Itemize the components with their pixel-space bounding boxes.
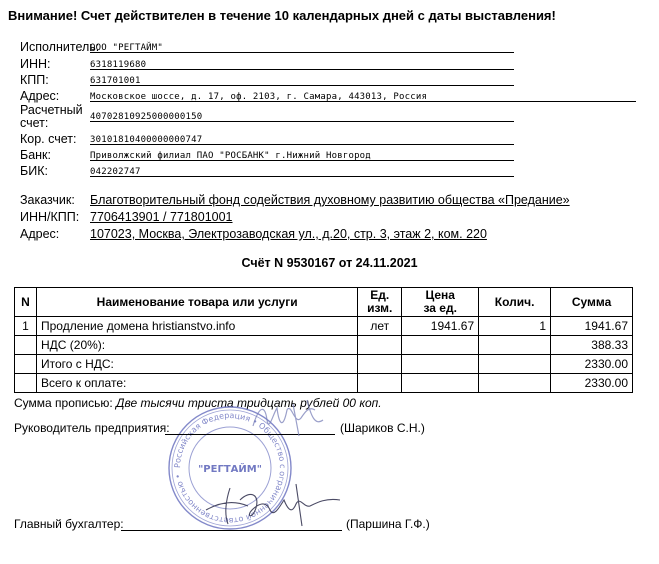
header-n: N [15, 288, 37, 317]
account-label-line1: Расчетный [20, 103, 83, 117]
customer-innkpp-label: ИНН/КПП: [20, 210, 80, 224]
kpp-underline [90, 85, 514, 86]
customer-address-label: Адрес: [20, 227, 60, 241]
header-sum: Сумма [551, 288, 633, 317]
row-qty: 1 [479, 317, 551, 336]
due-label: Всего к оплате: [36, 374, 357, 393]
bik-value: 042202747 [90, 167, 141, 177]
row-name: Продление домена hristianstvo.info [36, 317, 357, 336]
table-header-row [15, 288, 633, 317]
row-price: 1941.67 [402, 317, 479, 336]
row-unit: лет [358, 317, 402, 336]
total-vat-value: 2330.00 [551, 355, 633, 374]
address-value: Московское шоссе, д. 17, оф. 2103, г. Самара, 443013, Россия [90, 92, 428, 102]
vat-value: 388.33 [551, 336, 633, 355]
address-label: Адрес: [20, 89, 60, 103]
executor-label: Исполнитель: [20, 40, 100, 54]
sum-words-value: Две тысячи триста тридцать рублей 00 коп. [116, 396, 382, 410]
account-label [20, 104, 83, 130]
address-underline [90, 101, 636, 102]
customer-innkpp-value: 7706413901 / 771801001 [90, 210, 233, 224]
customer-value: Благотворительный фонд содействия духовному развитию общества «Предание» [90, 193, 570, 207]
customer-address-value: 107023, Москва, Электрозаводская ул., д.20, стр. 3, этаж 2, ком. 220 [90, 227, 487, 241]
customer-label: Заказчик: [20, 193, 75, 207]
executor-underline [90, 52, 514, 53]
bank-underline [90, 160, 514, 161]
bank-label: Банк: [20, 148, 51, 162]
director-label: Руководитель предприятия: [14, 421, 170, 435]
sum-words-label: Сумма прописью: [14, 396, 113, 410]
vat-row [15, 336, 633, 355]
director-signature [245, 396, 335, 446]
invoice-title: Счёт N 9530167 от 24.11.2021 [241, 256, 418, 270]
account-value: 40702810925000000150 [90, 112, 203, 122]
header-qty: Колич. [479, 288, 551, 317]
kpp-value: 631701001 [90, 76, 141, 86]
due-row [15, 374, 633, 393]
row-n: 1 [15, 317, 37, 336]
inn-value: 6318119680 [90, 60, 147, 70]
executor-value: ООО "РЕГТАЙМ" [90, 43, 164, 53]
accountant-name: (Паршина Г.Ф.) [346, 517, 430, 531]
corr-label: Кор. счет: [20, 132, 77, 146]
header-price: Цена за ед. [402, 288, 479, 317]
inn-label: ИНН: [20, 57, 51, 71]
accountant-sign-line [121, 530, 342, 531]
director-name: (Шариков С.Н.) [340, 421, 425, 435]
bik-label: БИК: [20, 164, 48, 178]
account-underline [90, 121, 514, 122]
accountant-signature [200, 480, 350, 530]
items-table [14, 287, 633, 393]
total-vat-label: Итого с НДС: [36, 355, 357, 374]
vat-label: НДС (20%): [36, 336, 357, 355]
table-row [15, 317, 633, 336]
kpp-label: КПП: [20, 73, 49, 87]
stamp-ring-text: Российская Федерация • Общество с ограниченной ответственностью • [172, 410, 288, 526]
corr-underline [90, 144, 514, 145]
header-unit: Ед. изм. [358, 288, 402, 317]
stamp-center-text: "РЕГТАЙМ" [198, 464, 262, 475]
row-sum: 1941.67 [551, 317, 633, 336]
total-vat-row [15, 355, 633, 374]
bik-underline [90, 176, 514, 177]
corr-value: 30101810400000000747 [90, 135, 203, 145]
due-value: 2330.00 [551, 374, 633, 393]
header-name: Наименование товара или услуги [36, 288, 357, 317]
account-label-line2: счет: [20, 116, 49, 130]
bank-value: Приволжский филиал ПАО "РОСБАНК" г.Нижний Новгород [90, 151, 371, 161]
inn-underline [90, 69, 514, 70]
accountant-label: Главный бухгалтер: [14, 517, 124, 531]
validity-warning: Внимание! Счет действителен в течение 10 календарных дней с даты выставления! [8, 8, 556, 23]
